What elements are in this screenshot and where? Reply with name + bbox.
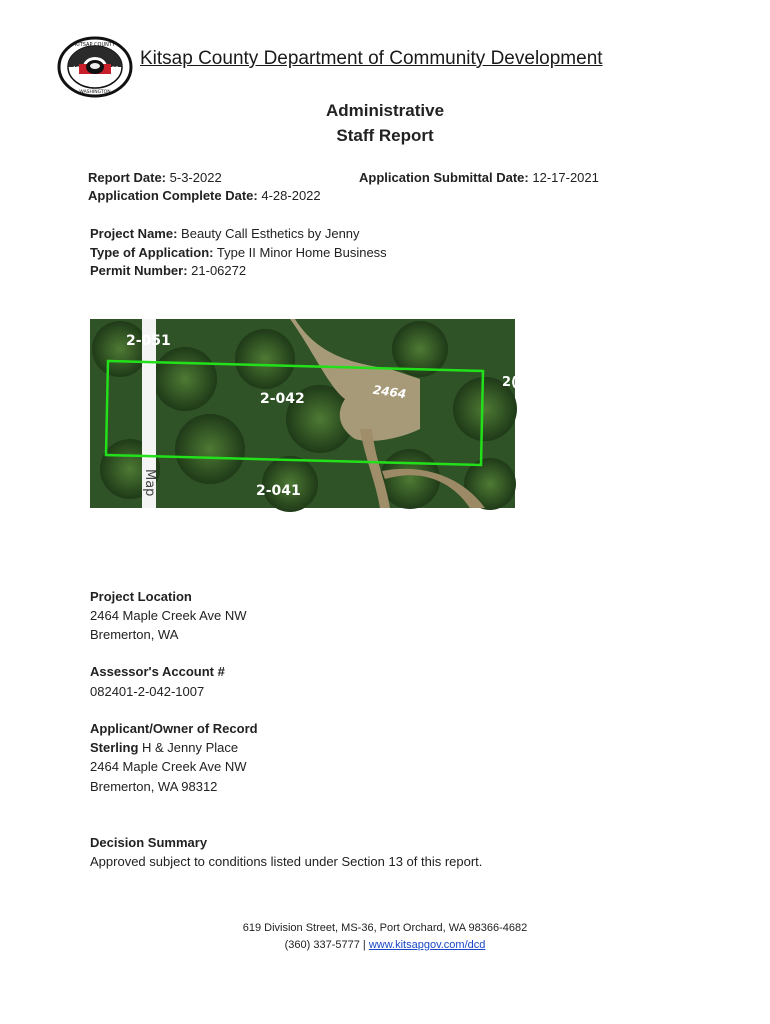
application-type-label: Type of Application:	[90, 245, 214, 260]
application-type-value: Type II Minor Home Business	[216, 245, 387, 260]
assessor-heading: Assessor's Account #	[90, 664, 225, 679]
complete-date-row	[88, 188, 321, 203]
road-label: Map	[142, 469, 157, 497]
submittal-date-row	[359, 170, 599, 185]
svg-text:KITSAP COUNTY: KITSAP COUNTY	[74, 42, 116, 48]
footer-contact	[0, 939, 770, 951]
applicant-address2: Bremerton, WA 98312	[90, 779, 218, 794]
address-number-label: 2464	[372, 382, 408, 402]
parcel-edge-label: 2(	[502, 375, 517, 390]
department-header: Kitsap County Department of Community Development	[140, 48, 603, 69]
aerial-parcel-map	[90, 319, 515, 508]
applicant-name-bold: Sterling	[90, 740, 139, 755]
county-seal-logo	[57, 36, 133, 98]
applicant-name-rest: H & Jenny Place	[138, 740, 239, 755]
applicant-heading: Applicant/Owner of Record	[90, 721, 258, 736]
complete-date-value: 4-28-2022	[261, 188, 321, 203]
project-name-row	[90, 226, 360, 241]
svg-text:WASHINGTON: WASHINGTON	[79, 90, 111, 95]
location-address1: 2464 Maple Creek Ave NW	[90, 608, 247, 623]
parcel-label-2-051: 2-051	[126, 333, 171, 349]
svg-text:18: 18	[73, 66, 80, 72]
location-heading: Project Location	[90, 589, 192, 604]
permit-number-label: Permit Number:	[90, 263, 188, 278]
submittal-date-value: 12-17-2021	[532, 170, 599, 185]
parcel-label-2-042: 2-042	[260, 391, 305, 407]
parcel-label-2-041: 2-041	[256, 483, 301, 499]
permit-number-row	[90, 263, 246, 278]
applicant-address1: 2464 Maple Creek Ave NW	[90, 759, 247, 774]
assessor-account: 082401-2-042-1007	[90, 684, 205, 699]
decision-text: Approved subject to conditions listed under Section 13 of this report.	[90, 854, 483, 869]
footer-phone: (360) 337-5777 |	[284, 939, 369, 951]
report-date-label: Report Date:	[88, 170, 167, 185]
location-address2: Bremerton, WA	[90, 627, 179, 642]
report-title-line2: Staff Report	[336, 126, 434, 145]
report-title-line1: Administrative	[325, 101, 445, 120]
svg-text:57: 57	[112, 66, 119, 72]
applicant-name	[90, 740, 238, 755]
submittal-date-label: Application Submittal Date:	[359, 170, 529, 185]
project-name-label: Project Name:	[90, 226, 178, 241]
footer-website-link[interactable]: www.kitsapgov.com/dcd	[368, 939, 486, 951]
permit-number-value: 21-06272	[191, 263, 247, 278]
complete-date-label: Application Complete Date:	[88, 188, 258, 203]
project-name-value: Beauty Call Esthetics by Jenny	[181, 226, 360, 241]
report-date-row	[88, 170, 222, 185]
footer-address: 619 Division Street, MS-36, Port Orchard, WA 98366-4682	[242, 922, 528, 934]
report-date-value: 5-3-2022	[169, 170, 222, 185]
decision-heading: Decision Summary	[90, 835, 208, 850]
application-type-row	[90, 245, 387, 260]
